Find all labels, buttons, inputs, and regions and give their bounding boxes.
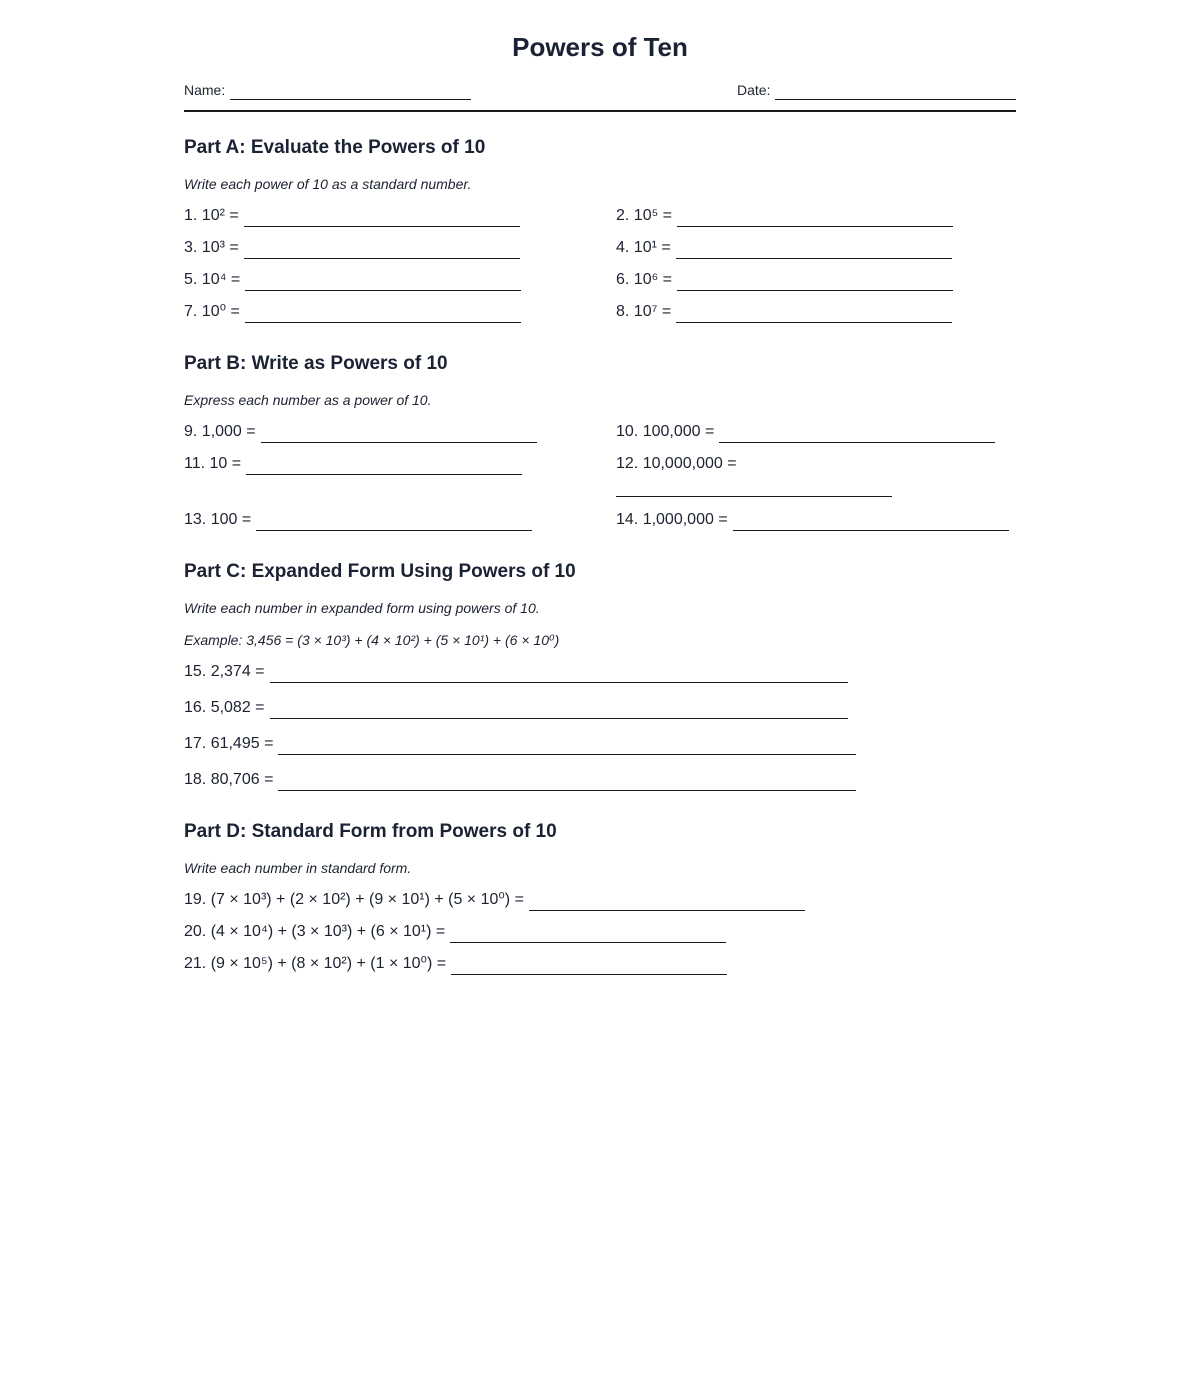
answer-blank[interactable]	[676, 306, 952, 323]
problem-label: 13. 100 =	[184, 511, 252, 528]
problem-item	[184, 421, 537, 443]
problem-item	[184, 661, 848, 683]
answer-blank[interactable]	[450, 926, 726, 943]
date-field	[737, 80, 1016, 100]
problem-item	[184, 769, 856, 791]
answer-blank[interactable]	[676, 242, 952, 259]
problem-item	[184, 953, 727, 975]
answer-blank[interactable]	[244, 242, 520, 259]
answer-blank[interactable]	[246, 458, 522, 475]
problem-label: 17. 61,495 =	[184, 735, 274, 752]
problem-label: 2. 10⁵ =	[616, 207, 673, 224]
name-field	[184, 80, 471, 100]
name-label: Name:	[184, 82, 226, 98]
problem-item	[616, 453, 737, 475]
answer-blank[interactable]	[529, 894, 805, 911]
worksheet-title: Powers of Ten	[512, 32, 688, 62]
answer-blank[interactable]	[451, 958, 727, 975]
answer-blank[interactable]	[245, 306, 521, 323]
problem-item	[184, 921, 726, 943]
problem-label: 10. 100,000 =	[616, 423, 715, 440]
answer-blank[interactable]	[270, 666, 848, 683]
problem-item	[184, 889, 805, 911]
problem-label: 3. 10³ =	[184, 239, 239, 256]
answer-blank[interactable]	[616, 486, 892, 497]
problem-item	[616, 509, 1009, 531]
answer-blank[interactable]	[261, 426, 537, 443]
problem-label: 15. 2,374 =	[184, 663, 265, 680]
problem-item	[184, 301, 521, 323]
date-label: Date:	[737, 82, 771, 98]
problem-item	[184, 697, 848, 719]
problem-label: 12. 10,000,000 =	[616, 455, 737, 472]
problem-item	[184, 205, 520, 227]
problem-label: 6. 10⁶ =	[616, 271, 672, 288]
part-a-instruction: Write each power of 10 as a standard number.	[184, 176, 472, 192]
answer-blank[interactable]	[256, 514, 532, 531]
part-d-heading: Part D: Standard Form from Powers of 10	[184, 821, 557, 842]
part-c-instruction: Write each number in expanded form using powers of 10.	[184, 600, 540, 616]
problem-item	[184, 509, 532, 531]
answer-blank[interactable]	[677, 274, 953, 291]
problem-item	[616, 205, 953, 227]
part-c-example: Example: 3,456 = (3 × 10³) + (4 × 10²) + (5 × 10¹) + (6 × 10⁰)	[184, 632, 560, 648]
problem-item	[616, 301, 952, 323]
problem-label: 20. (4 × 10⁴) + (3 × 10³) + (6 × 10¹) =	[184, 923, 446, 940]
problem-label: 19. (7 × 10³) + (2 × 10²) + (9 × 10¹) + (5 × 10⁰) =	[184, 891, 524, 908]
problem-label: 21. (9 × 10⁵) + (8 × 10²) + (1 × 10⁰) =	[184, 955, 447, 972]
problem-label: 5. 10⁴ =	[184, 271, 241, 288]
problem-label: 18. 80,706 =	[184, 771, 274, 788]
answer-blank[interactable]	[278, 774, 856, 791]
date-blank[interactable]	[775, 84, 1016, 100]
problem-label: 7. 10⁰ =	[184, 303, 240, 320]
answer-blank[interactable]	[244, 210, 520, 227]
problem-label: 1. 10² =	[184, 207, 239, 224]
problem-item	[184, 237, 520, 259]
problem-item	[184, 453, 522, 475]
problem-item	[616, 269, 953, 291]
problem-item	[184, 733, 856, 755]
part-b-heading: Part B: Write as Powers of 10	[184, 353, 448, 374]
problem-label: 14. 1,000,000 =	[616, 511, 728, 528]
problem-label: 16. 5,082 =	[184, 699, 265, 716]
part-d-instruction: Write each number in standard form.	[184, 860, 412, 876]
answer-blank[interactable]	[278, 738, 856, 755]
part-b-instruction: Express each number as a power of 10.	[184, 392, 432, 408]
problem-label: 8. 10⁷ =	[616, 303, 672, 320]
answer-blank[interactable]	[733, 514, 1009, 531]
answer-blank[interactable]	[245, 274, 521, 291]
name-blank[interactable]	[230, 84, 471, 100]
answer-blank[interactable]	[719, 426, 995, 443]
problem-label: 11. 10 =	[184, 455, 242, 472]
problem-label: 4. 10¹ =	[616, 239, 671, 256]
part-c-heading: Part C: Expanded Form Using Powers of 10	[184, 561, 576, 582]
header-fields	[184, 80, 1016, 112]
answer-blank[interactable]	[677, 210, 953, 227]
problem-item	[616, 237, 952, 259]
problem-item	[616, 421, 995, 443]
problem-item	[184, 269, 521, 291]
answer-blank[interactable]	[270, 702, 848, 719]
part-a-heading: Part A: Evaluate the Powers of 10	[184, 137, 486, 158]
problem-label: 9. 1,000 =	[184, 423, 256, 440]
